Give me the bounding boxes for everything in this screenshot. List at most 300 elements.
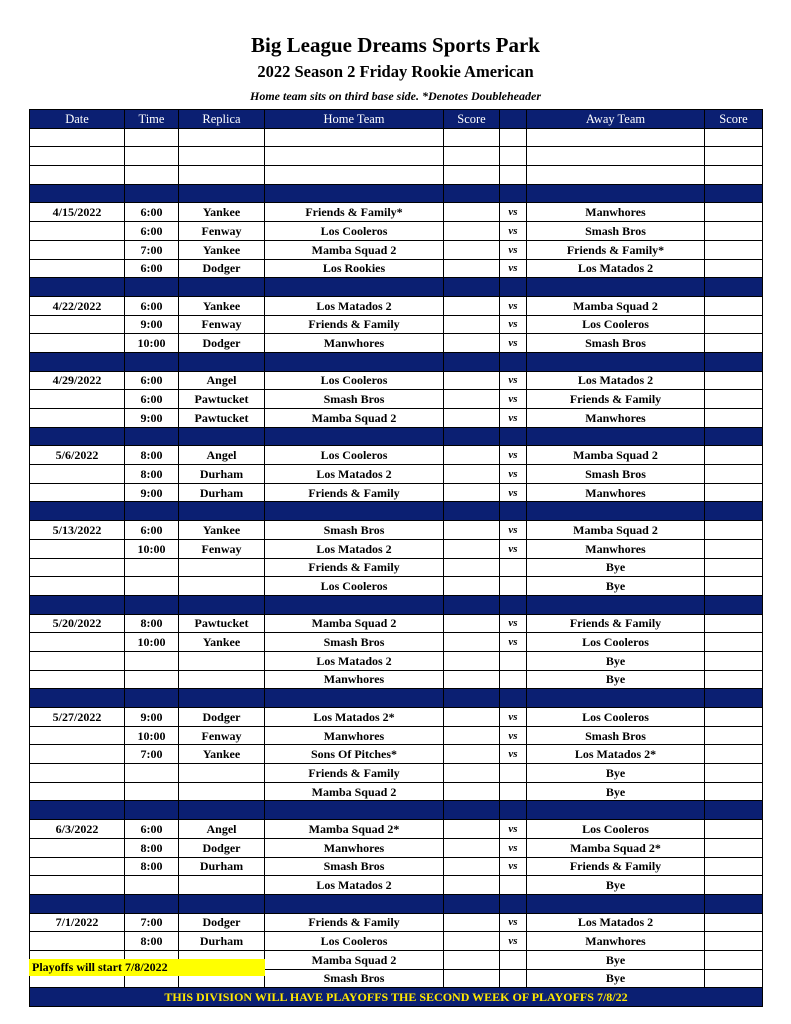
home-team-cell: Mamba Squad 2 <box>265 782 444 801</box>
page-subtitle: 2022 Season 2 Friday Rookie American <box>257 62 534 81</box>
time-cell: 6:00 <box>125 222 179 241</box>
home-score-cell <box>444 259 500 278</box>
empty-cell <box>265 147 444 166</box>
game-row <box>30 296 763 315</box>
header-vs <box>500 110 527 129</box>
replica-cell: Dodger <box>179 334 265 353</box>
date-cell: 5/20/2022 <box>30 614 125 633</box>
vs-cell: vs <box>500 483 527 502</box>
game-row <box>30 539 763 558</box>
vs-cell: vs <box>500 521 527 540</box>
home-score-cell <box>444 539 500 558</box>
home-score-cell <box>444 932 500 951</box>
empty-cell <box>30 352 125 371</box>
empty-cell <box>179 278 265 297</box>
replica-cell: Yankee <box>179 203 265 222</box>
time-cell: 9:00 <box>125 483 179 502</box>
away-score-cell <box>705 259 763 278</box>
away-score-cell <box>705 577 763 596</box>
away-team-cell: Bye <box>527 969 705 988</box>
empty-cell <box>125 502 179 521</box>
away-team-cell: Los Cooleros <box>527 633 705 652</box>
empty-cell <box>500 689 527 708</box>
vs-cell: vs <box>500 932 527 951</box>
replica-cell: Yankee <box>179 296 265 315</box>
replica-cell: Durham <box>179 465 265 484</box>
empty-cell <box>705 278 763 297</box>
home-team-cell: Mamba Squad 2 <box>265 950 444 969</box>
empty-cell <box>527 184 705 203</box>
blank-row <box>30 166 763 185</box>
home-score-cell <box>444 764 500 783</box>
empty-cell <box>30 128 125 147</box>
away-team-cell: Friends & Family* <box>527 240 705 259</box>
empty-cell <box>500 502 527 521</box>
replica-cell: Fenway <box>179 315 265 334</box>
away-team-cell: Smash Bros <box>527 222 705 241</box>
empty-cell <box>444 352 500 371</box>
empty-cell <box>527 689 705 708</box>
schedule-note: Home team sits on third base side. *Denotes Doubleheader <box>250 89 541 103</box>
empty-cell <box>179 595 265 614</box>
game-row <box>30 876 763 895</box>
vs-cell: vs <box>500 857 527 876</box>
replica-cell: Dodger <box>179 708 265 727</box>
date-cell <box>30 876 125 895</box>
header-away-team: Away Team <box>527 110 705 129</box>
replica-cell: Yankee <box>179 240 265 259</box>
vs-cell: vs <box>500 390 527 409</box>
home-score-cell <box>444 446 500 465</box>
away-score-cell <box>705 670 763 689</box>
empty-cell <box>500 128 527 147</box>
home-team-cell: Friends & Family <box>265 558 444 577</box>
away-team-cell: Bye <box>527 782 705 801</box>
time-cell: 10:00 <box>125 334 179 353</box>
empty-cell <box>265 352 444 371</box>
date-cell <box>30 240 125 259</box>
header-date: Date <box>30 110 125 129</box>
home-score-cell <box>444 521 500 540</box>
time-cell: 6:00 <box>125 390 179 409</box>
home-score-cell <box>444 315 500 334</box>
replica-cell: Pawtucket <box>179 614 265 633</box>
date-cell: 4/29/2022 <box>30 371 125 390</box>
date-cell <box>30 577 125 596</box>
date-cell <box>30 633 125 652</box>
away-score-cell <box>705 521 763 540</box>
home-team-cell: Los Cooleros <box>265 371 444 390</box>
empty-cell <box>705 128 763 147</box>
empty-cell <box>705 352 763 371</box>
empty-cell <box>30 801 125 820</box>
time-cell: 10:00 <box>125 539 179 558</box>
game-row <box>30 409 763 428</box>
away-team-cell: Smash Bros <box>527 334 705 353</box>
home-team-cell: Los Matados 2 <box>265 539 444 558</box>
time-cell <box>125 670 179 689</box>
game-row <box>30 708 763 727</box>
empty-cell <box>30 502 125 521</box>
replica-cell: Angel <box>179 371 265 390</box>
game-row <box>30 558 763 577</box>
date-cell: 6/3/2022 <box>30 820 125 839</box>
empty-cell <box>444 128 500 147</box>
vs-cell <box>500 558 527 577</box>
date-cell <box>30 315 125 334</box>
away-team-cell: Friends & Family <box>527 614 705 633</box>
away-score-cell <box>705 296 763 315</box>
empty-cell <box>125 595 179 614</box>
away-team-cell: Smash Bros <box>527 465 705 484</box>
game-row <box>30 259 763 278</box>
date-cell <box>30 764 125 783</box>
home-team-cell: Los Matados 2 <box>265 465 444 484</box>
time-cell: 8:00 <box>125 446 179 465</box>
empty-cell <box>30 184 125 203</box>
time-cell: 8:00 <box>125 932 179 951</box>
date-cell <box>30 726 125 745</box>
vs-cell: vs <box>500 222 527 241</box>
home-team-cell: Los Cooleros <box>265 446 444 465</box>
empty-cell <box>500 278 527 297</box>
replica-cell: Dodger <box>179 913 265 932</box>
week-separator <box>30 894 763 913</box>
replica-cell <box>179 876 265 895</box>
time-cell: 7:00 <box>125 913 179 932</box>
replica-cell <box>179 670 265 689</box>
replica-cell: Fenway <box>179 726 265 745</box>
home-team-cell: Manwhores <box>265 334 444 353</box>
empty-cell <box>265 184 444 203</box>
vs-cell <box>500 782 527 801</box>
replica-cell: Fenway <box>179 222 265 241</box>
home-score-cell <box>444 614 500 633</box>
date-cell <box>30 465 125 484</box>
empty-cell <box>444 278 500 297</box>
empty-cell <box>705 147 763 166</box>
replica-cell: Yankee <box>179 521 265 540</box>
home-score-cell <box>444 409 500 428</box>
empty-cell <box>125 278 179 297</box>
game-row <box>30 857 763 876</box>
page-title: Big League Dreams Sports Park <box>251 33 540 57</box>
time-cell: 6:00 <box>125 371 179 390</box>
vs-cell: vs <box>500 240 527 259</box>
date-cell: 5/6/2022 <box>30 446 125 465</box>
away-score-cell <box>705 446 763 465</box>
home-team-cell: Friends & Family <box>265 913 444 932</box>
home-score-cell <box>444 371 500 390</box>
home-score-cell <box>444 782 500 801</box>
vs-cell: vs <box>500 633 527 652</box>
game-row <box>30 222 763 241</box>
game-row <box>30 764 763 783</box>
vs-cell <box>500 969 527 988</box>
home-team-cell: Manwhores <box>265 670 444 689</box>
date-cell <box>30 259 125 278</box>
date-cell <box>30 745 125 764</box>
away-score-cell <box>705 969 763 988</box>
empty-cell <box>179 352 265 371</box>
away-score-cell <box>705 539 763 558</box>
away-score-cell <box>705 240 763 259</box>
away-team-cell: Los Matados 2 <box>527 913 705 932</box>
home-team-cell: Los Matados 2 <box>265 876 444 895</box>
away-team-cell: Los Cooleros <box>527 708 705 727</box>
header-time: Time <box>125 110 179 129</box>
empty-cell <box>500 595 527 614</box>
week-separator <box>30 184 763 203</box>
away-team-cell: Bye <box>527 577 705 596</box>
empty-cell <box>265 689 444 708</box>
time-cell <box>125 651 179 670</box>
blank-row <box>30 147 763 166</box>
vs-cell: vs <box>500 913 527 932</box>
time-cell: 10:00 <box>125 726 179 745</box>
week-separator <box>30 801 763 820</box>
home-team-cell: Friends & Family <box>265 764 444 783</box>
home-team-cell: Los Cooleros <box>265 222 444 241</box>
home-team-cell: Los Cooleros <box>265 577 444 596</box>
empty-cell <box>527 352 705 371</box>
empty-cell <box>265 278 444 297</box>
replica-cell: Angel <box>179 446 265 465</box>
date-cell <box>30 558 125 577</box>
vs-cell: vs <box>500 726 527 745</box>
home-score-cell <box>444 222 500 241</box>
home-score-cell <box>444 633 500 652</box>
time-cell: 6:00 <box>125 259 179 278</box>
game-row <box>30 838 763 857</box>
vs-cell: vs <box>500 296 527 315</box>
home-score-cell <box>444 726 500 745</box>
home-team-cell: Friends & Family <box>265 315 444 334</box>
date-cell <box>30 782 125 801</box>
date-cell <box>30 483 125 502</box>
home-team-cell: Mamba Squad 2 <box>265 409 444 428</box>
away-score-cell <box>705 708 763 727</box>
vs-cell: vs <box>500 371 527 390</box>
empty-cell <box>30 278 125 297</box>
header-away-score: Score <box>705 110 763 129</box>
away-team-cell: Mamba Squad 2* <box>527 838 705 857</box>
empty-cell <box>527 166 705 185</box>
header-replica: Replica <box>179 110 265 129</box>
empty-cell <box>527 801 705 820</box>
empty-cell <box>444 801 500 820</box>
replica-cell: Dodger <box>179 838 265 857</box>
home-score-cell <box>444 838 500 857</box>
vs-cell <box>500 651 527 670</box>
vs-cell: vs <box>500 745 527 764</box>
date-cell <box>30 539 125 558</box>
date-cell <box>30 857 125 876</box>
empty-cell <box>527 595 705 614</box>
empty-cell <box>444 689 500 708</box>
away-team-cell: Los Matados 2 <box>527 371 705 390</box>
vs-cell <box>500 950 527 969</box>
away-team-cell: Bye <box>527 764 705 783</box>
empty-cell <box>444 595 500 614</box>
empty-cell <box>125 801 179 820</box>
home-team-cell: Manwhores <box>265 726 444 745</box>
empty-cell <box>705 166 763 185</box>
empty-cell <box>265 801 444 820</box>
game-row <box>30 670 763 689</box>
game-row <box>30 726 763 745</box>
home-team-cell: Mamba Squad 2 <box>265 614 444 633</box>
date-cell <box>30 670 125 689</box>
away-team-cell: Los Matados 2 <box>527 259 705 278</box>
home-team-cell: Smash Bros <box>265 969 444 988</box>
away-score-cell <box>705 726 763 745</box>
time-cell: 9:00 <box>125 708 179 727</box>
away-team-cell: Smash Bros <box>527 726 705 745</box>
home-score-cell <box>444 745 500 764</box>
home-team-cell: Friends & Family* <box>265 203 444 222</box>
vs-cell: vs <box>500 614 527 633</box>
empty-cell <box>125 184 179 203</box>
home-score-cell <box>444 950 500 969</box>
game-row <box>30 521 763 540</box>
empty-cell <box>444 894 500 913</box>
empty-cell <box>500 894 527 913</box>
vs-cell: vs <box>500 708 527 727</box>
game-row <box>30 782 763 801</box>
away-score-cell <box>705 950 763 969</box>
away-score-cell <box>705 203 763 222</box>
empty-cell <box>265 128 444 147</box>
empty-cell <box>527 128 705 147</box>
home-team-cell: Smash Bros <box>265 857 444 876</box>
away-score-cell <box>705 558 763 577</box>
empty-cell <box>444 184 500 203</box>
away-score-cell <box>705 614 763 633</box>
away-score-cell <box>705 745 763 764</box>
game-row <box>30 334 763 353</box>
empty-cell <box>179 894 265 913</box>
away-score-cell <box>705 651 763 670</box>
time-cell: 9:00 <box>125 315 179 334</box>
vs-cell <box>500 670 527 689</box>
time-cell <box>125 876 179 895</box>
time-cell <box>125 764 179 783</box>
vs-cell: vs <box>500 203 527 222</box>
away-team-cell: Mamba Squad 2 <box>527 296 705 315</box>
replica-cell: Angel <box>179 820 265 839</box>
date-cell <box>30 838 125 857</box>
time-cell: 7:00 <box>125 240 179 259</box>
empty-cell <box>705 184 763 203</box>
replica-cell: Durham <box>179 932 265 951</box>
date-cell <box>30 932 125 951</box>
vs-cell <box>500 876 527 895</box>
empty-cell <box>500 166 527 185</box>
time-cell <box>125 577 179 596</box>
time-cell: 6:00 <box>125 203 179 222</box>
game-row <box>30 913 763 932</box>
game-row <box>30 465 763 484</box>
header-home-score: Score <box>444 110 500 129</box>
empty-cell <box>30 595 125 614</box>
empty-cell <box>30 147 125 166</box>
empty-cell <box>125 166 179 185</box>
time-cell <box>125 782 179 801</box>
home-team-cell: Manwhores <box>265 838 444 857</box>
home-score-cell <box>444 820 500 839</box>
empty-cell <box>265 427 444 446</box>
empty-cell <box>500 184 527 203</box>
vs-cell: vs <box>500 259 527 278</box>
empty-cell <box>500 147 527 166</box>
home-score-cell <box>444 203 500 222</box>
time-cell: 8:00 <box>125 838 179 857</box>
date-cell <box>30 390 125 409</box>
date-cell: 7/1/2022 <box>30 913 125 932</box>
home-team-cell: Smash Bros <box>265 521 444 540</box>
replica-cell <box>179 577 265 596</box>
week-separator <box>30 595 763 614</box>
away-score-cell <box>705 371 763 390</box>
home-score-cell <box>444 296 500 315</box>
empty-cell <box>125 352 179 371</box>
blank-row <box>30 128 763 147</box>
away-team-cell: Bye <box>527 651 705 670</box>
home-team-cell: Los Matados 2* <box>265 708 444 727</box>
date-cell: 5/27/2022 <box>30 708 125 727</box>
replica-cell: Dodger <box>179 259 265 278</box>
schedule-body <box>30 128 763 1006</box>
empty-cell <box>444 147 500 166</box>
empty-cell <box>125 128 179 147</box>
empty-cell <box>265 502 444 521</box>
away-score-cell <box>705 465 763 484</box>
game-row <box>30 932 763 951</box>
vs-cell: vs <box>500 446 527 465</box>
empty-cell <box>444 427 500 446</box>
date-cell <box>30 222 125 241</box>
footer-row <box>30 988 763 1007</box>
vs-cell: vs <box>500 334 527 353</box>
replica-cell: Yankee <box>179 745 265 764</box>
home-score-cell <box>444 558 500 577</box>
home-score-cell <box>444 913 500 932</box>
empty-cell <box>500 801 527 820</box>
empty-cell <box>527 278 705 297</box>
time-cell: 6:00 <box>125 296 179 315</box>
game-row <box>30 371 763 390</box>
date-cell <box>30 409 125 428</box>
away-score-cell <box>705 409 763 428</box>
vs-cell: vs <box>500 465 527 484</box>
empty-cell <box>179 801 265 820</box>
replica-cell <box>179 764 265 783</box>
time-cell: 8:00 <box>125 857 179 876</box>
date-cell: 5/13/2022 <box>30 521 125 540</box>
replica-cell: Yankee <box>179 633 265 652</box>
empty-cell <box>444 166 500 185</box>
game-row <box>30 633 763 652</box>
time-cell: 8:00 <box>125 614 179 633</box>
schedule-table <box>29 109 763 1007</box>
replica-cell: Fenway <box>179 539 265 558</box>
away-team-cell: Los Cooleros <box>527 820 705 839</box>
playoffs-note: Playoffs will start 7/8/2022 <box>29 959 265 976</box>
away-team-cell: Mamba Squad 2 <box>527 446 705 465</box>
empty-cell <box>500 427 527 446</box>
empty-cell <box>705 427 763 446</box>
